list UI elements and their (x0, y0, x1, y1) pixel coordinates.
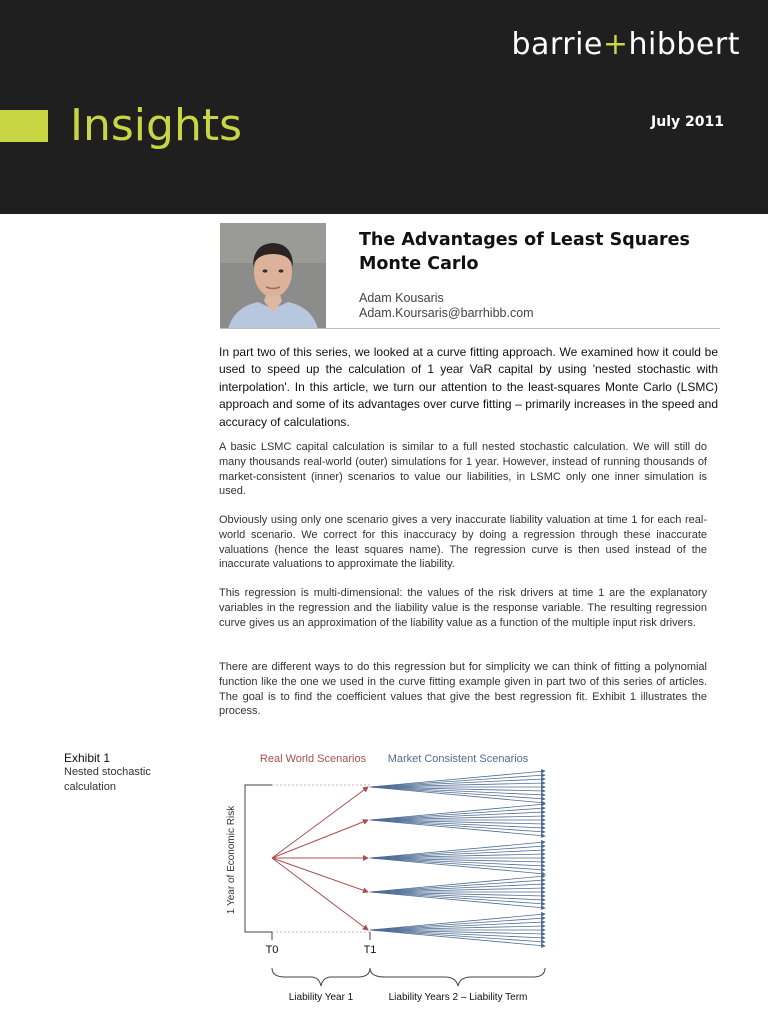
years2-brace (370, 968, 545, 986)
market-consistent-arrow (370, 930, 545, 938)
real-world-arrow (272, 858, 368, 930)
body-paragraph: This regression is multi-dimensional: the values of the risk drivers at time 1 are the explanatory variables in the regression and the liability value is the response variable. The resulting regression curve gives us an approximation of the liability value as a function of the multiple input risk drivers. (219, 587, 707, 629)
exhibit-caption: Nested stochastic calculation (64, 766, 151, 793)
year1-brace (272, 968, 370, 986)
nested-stochastic-diagram (215, 742, 755, 1014)
risk-bracket (245, 785, 272, 932)
author-block (359, 291, 534, 321)
t0-label: T0 (265, 944, 279, 956)
accent-bar (0, 110, 48, 142)
real-world-label: Real World Scenarios (259, 753, 367, 765)
exhibit-title: Exhibit 1 (64, 751, 111, 765)
article-title: The Advantages of Least Squares Monte Carlo (359, 230, 690, 274)
market-consistent-arrow (370, 820, 545, 828)
market-consistent-arrow (370, 850, 545, 858)
market-consistent-arrow (370, 884, 545, 892)
author-photo (220, 223, 326, 329)
real-world-arrow (272, 858, 368, 892)
intro-paragraph: In part two of this series, we looked at a curve fitting approach. We examined how it could be used to speed up the calculation of 1 year VaR capital by using 'nested stochastic with interpolation'. In this article, we turn our attention to the least-squares Monte Carlo (LSMC) approach and some of its advantages over curve fitting – primarily increases in the speed and accuracy of calculations. (219, 345, 718, 429)
market-consistent-arrow (370, 787, 545, 795)
brand-logo: barrie+hibbert (511, 27, 740, 62)
market-consistent-arrow (370, 922, 545, 930)
body-paragraph: Obviously using only one scenario gives a very inaccurate liability valuation at time 1 for each real-world scenario. We correct for this inaccuracy by doing a regression through these inaccurate valuations (hence the least squares name). The regression curve is then used instead of the inaccurate valuations to approximate the liability. (219, 514, 707, 571)
divider (220, 328, 720, 329)
body-paragraph: A basic LSMC capital calculation is similar to a full nested stochastic calculation. We will still do many thousands real-world (outer) simulations for 1 year. However, instead of running thousands of market-consistent (inner) scenarios to value our liabilities, in LSMC only one inner simulation is used. (219, 441, 707, 498)
real-world-arrow (272, 787, 368, 858)
t1-label: T1 (363, 944, 377, 956)
y-axis-label: 1 Year of Economic Risk (226, 805, 237, 915)
market-consistent-arrow (370, 892, 545, 900)
publication-date: July 2011 (651, 114, 724, 130)
author-email: Adam.Koursaris@barrhibb.com (359, 306, 534, 320)
market-consistent-arrow (370, 812, 545, 820)
market-consistent-arrow (370, 779, 545, 787)
market-consistent-label: Market Consistent Scenarios (387, 753, 529, 765)
body-paragraph: There are different ways to do this regression but for simplicity we can think of fitting a polynomial function like the one we used in the curve fitting example given in part two of this series of articles. The goal is to find the coefficient values that give the best regression fit. Exhibit 1 illustrates the process. (219, 661, 707, 718)
year1-label: Liability Year 1 (288, 992, 354, 1003)
market-consistent-arrow (370, 858, 545, 866)
years2-label: Liability Years 2 – Liability Term (388, 992, 528, 1003)
section-title: Insights (70, 100, 243, 151)
author-name: Adam Kousaris (359, 291, 444, 305)
header-banner (0, 0, 768, 214)
real-world-arrow (272, 820, 368, 858)
scenario-branches (272, 771, 545, 946)
